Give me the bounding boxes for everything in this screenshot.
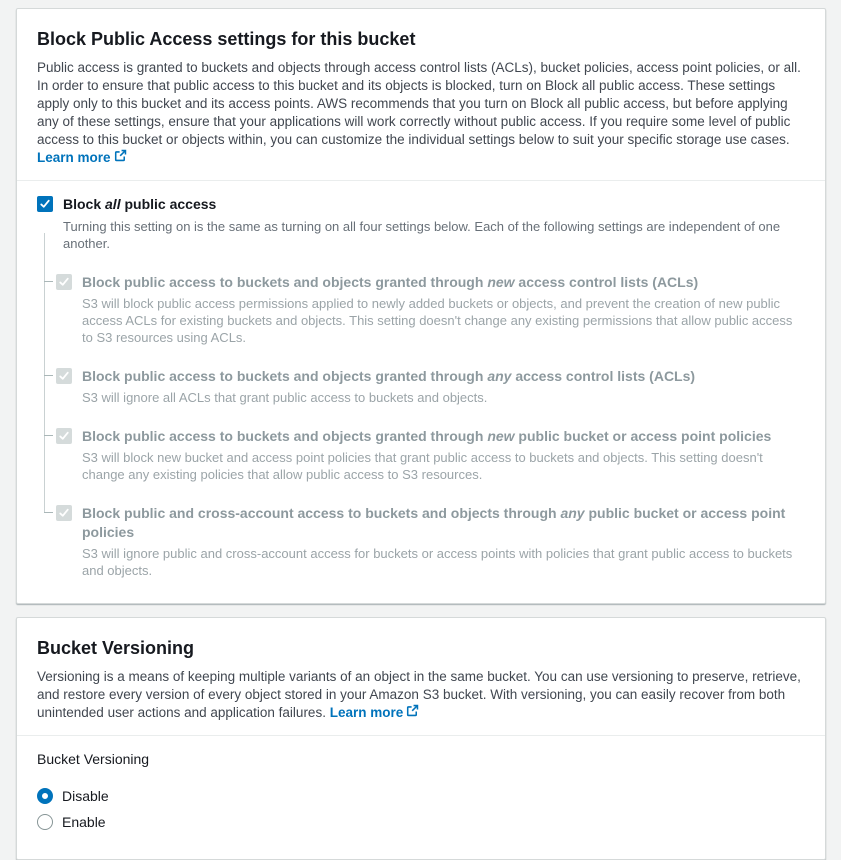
block-cross-account-checkbox xyxy=(56,505,72,521)
sub-setting-title: Block public access to buckets and objects granted through new access control lists (ACLs) xyxy=(82,274,699,290)
block-public-access-body xyxy=(17,181,825,603)
check-icon xyxy=(58,370,70,382)
bucket-versioning-radio-group xyxy=(37,783,805,835)
check-icon xyxy=(58,276,70,288)
bucket-versioning-panel xyxy=(16,617,826,860)
check-icon xyxy=(58,507,70,519)
sub-setting-description: S3 will ignore public and cross-account access for buckets or access points with policies that grant public access to buckets and objects. xyxy=(82,546,793,578)
versioning-option-disable[interactable] xyxy=(37,783,805,809)
bucket-versioning-title: Bucket Versioning xyxy=(37,638,195,658)
radio-label: Enable xyxy=(62,814,106,830)
radio-unselected-icon[interactable] xyxy=(37,814,53,830)
sub-setting-description: S3 will block new bucket and access point policies that grant public access to buckets and objects. This setting doesn't change any existing policies that allow public access to S3 resources. xyxy=(82,450,763,482)
check-icon xyxy=(39,198,51,210)
check-icon xyxy=(58,430,70,442)
external-link-icon xyxy=(114,149,127,167)
bucket-versioning-header xyxy=(17,618,825,736)
sub-setting-title: Block public access to buckets and objects granted through new public bucket or access point policies xyxy=(82,428,772,444)
radio-label: Disable xyxy=(62,788,109,804)
external-link-icon xyxy=(406,704,419,722)
block-all-public-access-description: Turning this setting on is the same as turning on all four settings below. Each of the following settings are independent of one another. xyxy=(63,219,781,251)
block-public-access-title: Block Public Access settings for this bucket xyxy=(37,29,416,49)
block-public-access-header xyxy=(17,9,825,181)
block-all-public-access-label: Block all public access xyxy=(63,196,217,212)
versioning-option-enable[interactable] xyxy=(37,809,805,835)
learn-more-link[interactable]: Learn more xyxy=(37,149,127,167)
block-public-access-description: Public access is granted to buckets and objects through access control lists (ACLs), bucket policies, access point policies, or all. In order to ensure that public access to this bucket and its objects is blocked, turn on Block all public access. These settings apply only to this bucket and its access points. AWS recommends that you turn on Block all public access, but before applying any of these settings, ensure that your applications will work correctly without public access. If you require some level of public access to this bucket or objects within, you can customize the individual settings below to suit your specific storage use cases. Learn more xyxy=(37,60,801,165)
sub-settings-tree xyxy=(44,273,805,579)
block-public-access-panel xyxy=(16,8,826,604)
block-any-acls-checkbox xyxy=(56,368,72,384)
block-new-policies-checkbox xyxy=(56,428,72,444)
sub-setting-block-any-acls xyxy=(44,367,805,427)
sub-setting-description: S3 will ignore all ACLs that grant public access to buckets and objects. xyxy=(82,390,488,405)
block-new-acls-checkbox xyxy=(56,274,72,290)
sub-setting-block-new-acls xyxy=(44,273,805,367)
sub-setting-description: S3 will block public access permissions applied to newly added buckets or objects, and prevent the creation of new public access ACLs for existing buckets and objects. This setting doesn't change any existing permissions that allow public access to S3 resources using ACLs. xyxy=(82,296,793,345)
block-all-public-access-checkbox[interactable] xyxy=(37,196,53,212)
bucket-versioning-field-label: Bucket Versioning xyxy=(37,751,150,767)
sub-setting-title: Block public and cross-account access to buckets and objects through any public bucket or access point policies xyxy=(82,505,786,540)
bucket-versioning-body xyxy=(17,736,825,859)
learn-more-link[interactable]: Learn more xyxy=(330,704,420,722)
sub-setting-block-cross-account xyxy=(44,504,805,579)
sub-setting-title: Block public access to buckets and objects granted through any access control lists (ACLs) xyxy=(82,368,696,384)
radio-selected-icon[interactable] xyxy=(37,788,53,804)
bucket-versioning-description: Versioning is a means of keeping multiple variants of an object in the same bucket. You can use versioning to preserve, retrieve, and restore every version of every object stored in your Amazon S3 bucket. With versioning, you can easily recover from both unintended user actions and application failures. Learn more xyxy=(37,669,801,720)
sub-setting-block-new-policies xyxy=(44,427,805,504)
block-all-public-access-setting xyxy=(37,195,805,252)
